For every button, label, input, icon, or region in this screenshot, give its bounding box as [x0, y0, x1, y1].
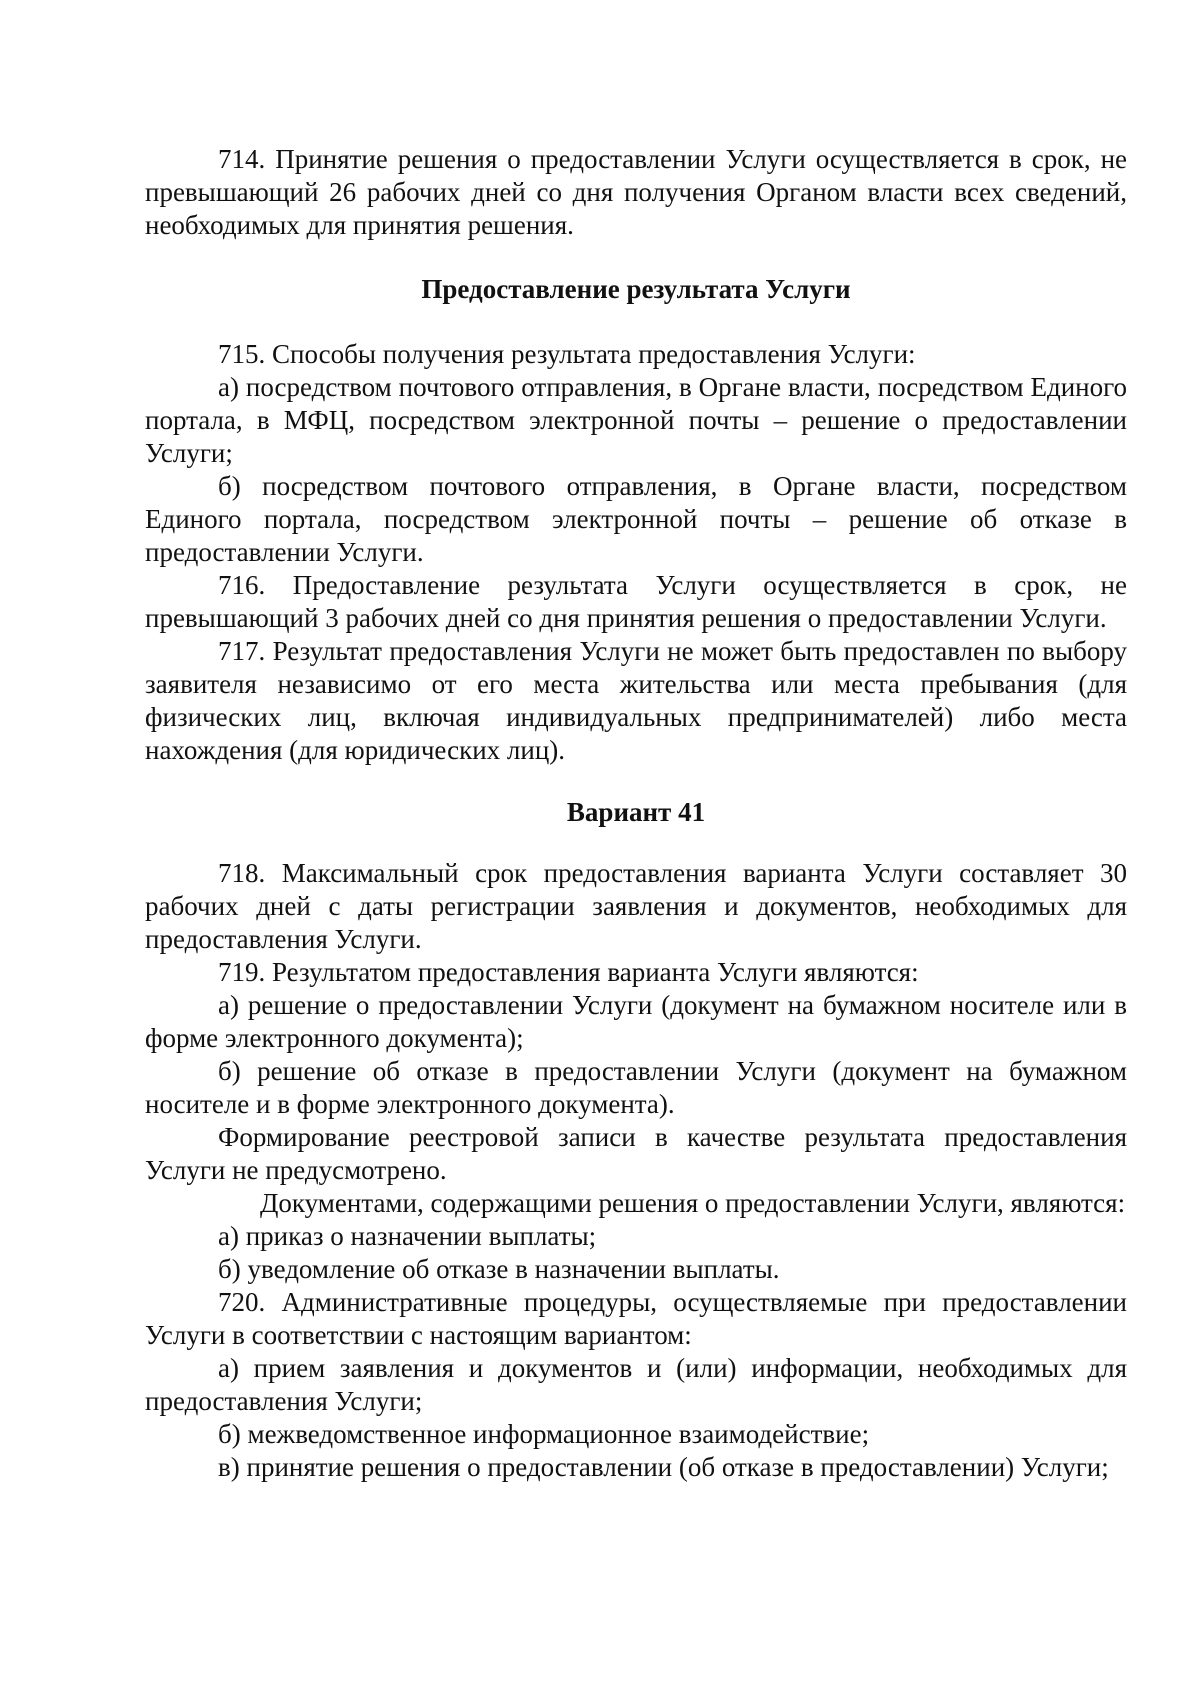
- paragraph-720-b: б) межведомственное информационное взаимодействие;: [218, 1419, 870, 1449]
- paragraph-documents: Документами, содержащими решения о предоставлении Услуги, являются:: [260, 1188, 1126, 1218]
- paragraph-documents-b: б) уведомление об отказе в назначении выплаты.: [218, 1254, 780, 1284]
- paragraph-documents-a: а) приказ о назначении выплаты;: [218, 1221, 597, 1251]
- paragraph-718: 718. Максимальный срок предоставления варианта Услуги составляет 30 рабочих дней с даты регистрации заявления и документов, необходимых для предоставления Услуги.: [145, 858, 1127, 954]
- paragraph-716: 716. Предоставление результата Услуги осуществляется в срок, не превышающий 3 рабочих дней со дня принятия решения о предоставлении Услуги.: [145, 570, 1127, 633]
- paragraph-719-b: б) решение об отказе в предоставлении Услуги (документ на бумажном носителе и в форме электронного документа).: [145, 1056, 1127, 1119]
- paragraph-719-a: а) решение о предоставлении Услуги (документ на бумажном носителе или в форме электронного документа);: [145, 990, 1127, 1053]
- document-body: [145, 143, 1127, 1484]
- paragraph-715: 715. Способы получения результата предоставления Услуги:: [218, 339, 916, 369]
- paragraph-registry: Формирование реестровой записи в качестве результата предоставления Услуги не предусмотрено.: [145, 1122, 1127, 1185]
- paragraph-715-a: а) посредством почтового отправления, в Органе власти, посредством Единого портала, в МФЦ, посредством электронной почты – решение о предоставлении Услуги;: [145, 372, 1127, 468]
- paragraph-720-a: а) прием заявления и документов и (или) информации, необходимых для предоставления Услуги;: [145, 1353, 1127, 1416]
- paragraph-715-b: б) посредством почтового отправления, в Органе власти, посредством Единого портала, посредством электронной почты – решение об отказе в предоставлении Услуги.: [145, 471, 1127, 567]
- section-heading-result: Предоставление результата Услуги: [421, 274, 851, 304]
- paragraph-719: 719. Результатом предоставления варианта Услуги являются:: [218, 957, 919, 987]
- paragraph-720-v: в) принятие решения о предоставлении (об отказе в предоставлении) Услуги;: [218, 1452, 1109, 1482]
- section-heading-variant: Вариант 41: [566, 797, 706, 827]
- paragraph-720: 720. Административные процедуры, осуществляемые при предоставлении Услуги в соответствии с настоящим вариантом:: [145, 1287, 1127, 1350]
- paragraph-717: 717. Результат предоставления Услуги не может быть предоставлен по выбору заявителя независимо от его места жительства или места пребывания (для физических лиц, включая индивидуальных предпринимателей) либо места нахождения (для юридических лиц).: [145, 636, 1127, 765]
- paragraph-714: 714. Принятие решения о предоставлении Услуги осуществляется в срок, не превышающий 26 рабочих дней со дня получения Органом власти всех сведений, необходимых для принятия решения.: [145, 144, 1127, 240]
